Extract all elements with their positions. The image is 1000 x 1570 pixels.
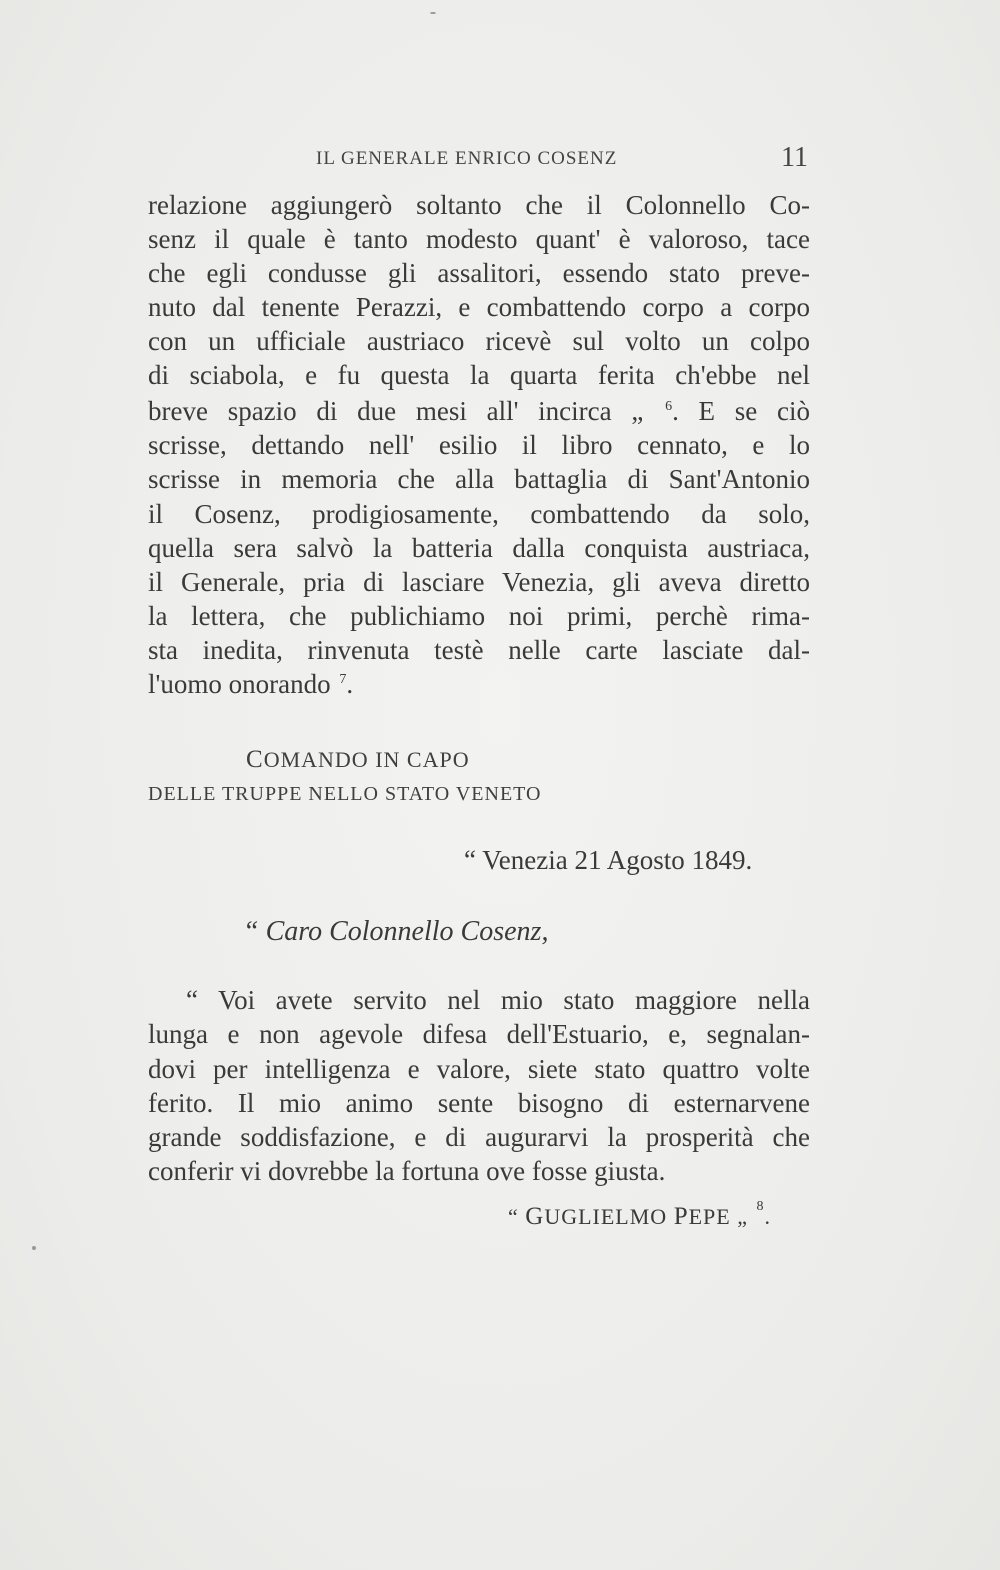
text-line: relazione aggiungerò soltanto che il Colonnello Co-	[148, 190, 810, 220]
heading-text: OMANDO IN CAPO	[263, 747, 470, 772]
footnote-marker-7: 7	[339, 672, 347, 687]
letter-signature	[508, 1199, 771, 1231]
text-line: con un ufficiale austriaco ricevè sul volto un colpo	[148, 326, 810, 356]
letter-line: lunga e non agevole difesa dell'Estuario, e, segnalan-	[148, 1019, 810, 1049]
letter-line: conferir vi dovrebbe la fortuna ove fosse giusta.	[148, 1156, 666, 1186]
text-line: quella sera salvò la batteria dalla conquista austriaca,	[148, 533, 810, 563]
text-line	[148, 667, 810, 701]
text-line: la lettera, che publichiamo noi primi, perchè rima-	[148, 601, 810, 631]
text-line: scrisse, dettando nell' esilio il libro cennato, e lo	[148, 430, 810, 460]
text-line: senz il quale è tanto modesto quant' è valoroso, tace	[148, 224, 810, 254]
page-header	[148, 142, 812, 176]
signature-text: UGLIELMO	[544, 1204, 674, 1229]
letter-line: “ Voi avete servito nel mio stato maggiore nella	[186, 985, 810, 1015]
running-title: IL GENERALE ENRICO COSENZ	[316, 148, 618, 169]
text-line: scrisse in memoria che alla battaglia di Sant'Antonio	[148, 464, 810, 494]
text-line	[148, 394, 810, 428]
letter-salutation: “ Caro Colonnello Cosenz,	[243, 916, 549, 947]
letter-heading-line-2: DELLE TRUPPE NELLO STATO VENETO	[148, 783, 542, 805]
signature-text: .	[764, 1204, 771, 1229]
text-line: nuto dal tenente Perazzi, e combattendo corpo a corpo	[148, 292, 810, 322]
text-line: di sciabola, e fu questa la quarta ferita ch'ebbe nel	[148, 360, 810, 390]
small-caps-initial: G	[525, 1203, 545, 1230]
line-text: .	[346, 669, 354, 699]
letter-line: grande soddisfazione, e di augurarvi la prosperità che	[148, 1122, 810, 1152]
text-line: sta inedita, rinvenuta testè nelle carte lasciate dal-	[148, 635, 810, 665]
text-line: il Cosenz, prodigiosamente, combattendo da solo,	[148, 499, 810, 529]
footnote-marker-6: 6	[665, 399, 673, 414]
letter-heading-line-1	[246, 746, 470, 774]
page-number: 11	[781, 142, 808, 173]
letter-line: dovi per intelligenza e valore, siete stato quattro volte	[148, 1054, 810, 1084]
line-text: l'uomo onorando	[148, 669, 338, 699]
line-text: breve spazio di due mesi all' incirca „	[148, 396, 664, 426]
print-speck	[430, 12, 436, 14]
footnote-marker-8: 8	[756, 1199, 765, 1214]
letter-line: ferito. Il mio animo sente bisogno di esternarvene	[148, 1088, 810, 1118]
letter-dateline: “ Venezia 21 Agosto 1849.	[464, 845, 753, 875]
signature-text: “	[508, 1204, 526, 1229]
signature-text: EPE „	[688, 1204, 755, 1229]
small-caps-initial: C	[246, 746, 264, 773]
line-text: . E se ciò	[672, 396, 810, 426]
print-speck	[32, 1246, 36, 1250]
text-line: che egli condusse gli assalitori, essendo stato preve-	[148, 258, 810, 288]
small-caps-initial: P	[673, 1203, 689, 1230]
text-line: il Generale, pria di lasciare Venezia, gli aveva diretto	[148, 567, 810, 597]
